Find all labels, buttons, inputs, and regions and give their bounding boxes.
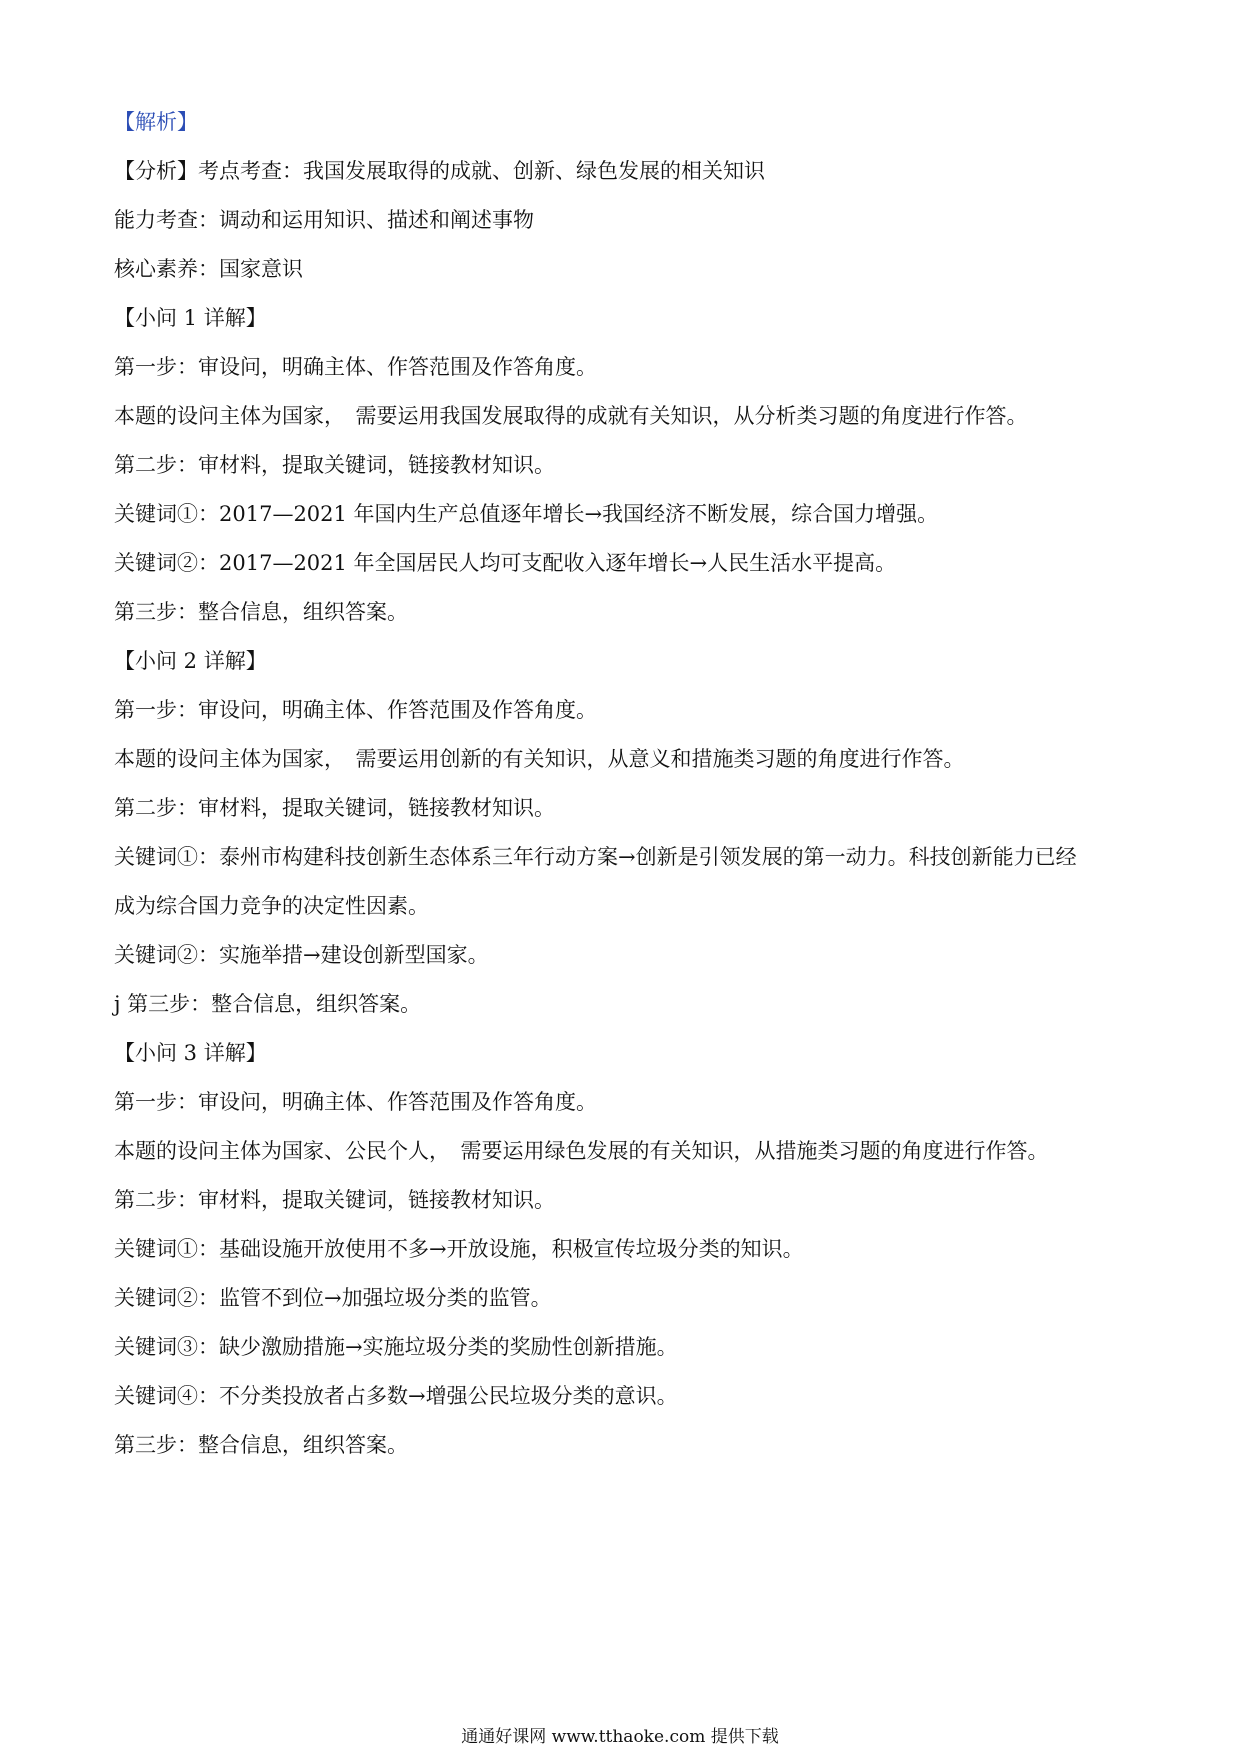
text-line: 第三步：整合信息，组织答案。 — [114, 1433, 408, 1457]
subquestion-heading: 【小问 1 详解】 — [114, 306, 267, 330]
text-line: 关键词③：缺少激励措施→实施垃圾分类的奖励性创新措施。 — [114, 1335, 678, 1359]
page-footer: 通通好课网 www.tthaoke.com 提供下载 — [461, 1727, 779, 1747]
text-line: 关键词①：2017—2021 年国内生产总值逐年增长→我国经济不断发展，综合国力增强。 — [114, 502, 939, 526]
text-line: 第一步：审设问，明确主体、作答范围及作答角度。 — [114, 1090, 597, 1114]
text-line: 关键词②：2017—2021 年全国居民人均可支配收入逐年增长→人民生活水平提高。 — [114, 551, 897, 575]
text-line: 第二步：审材料，提取关键词，链接教材知识。 — [114, 1188, 555, 1212]
text-line: 能力考查：调动和运用知识、描述和阐述事物 — [114, 208, 534, 232]
text-line: 核心素养：国家意识 — [114, 257, 303, 281]
text-line: 关键词②：监管不到位→加强垃圾分类的监管。 — [114, 1286, 552, 1310]
text-line: j 第三步：整合信息，组织答案。 — [114, 992, 422, 1016]
text-line: 关键词①：泰州市构建科技创新生态体系三年行动方案→创新是引领发展的第一动力。科技创新能力已经 — [114, 845, 1077, 869]
text-line: 关键词④：不分类投放者占多数→增强公民垃圾分类的意识。 — [114, 1384, 678, 1408]
document-body — [114, 98, 1134, 1470]
text-line: 成为综合国力竞争的决定性因素。 — [114, 894, 429, 918]
analysis-heading: 【解析】 — [114, 110, 198, 134]
text-line: 本题的设问主体为国家， 需要运用创新的有关知识，从意义和措施类习题的角度进行作答。 — [114, 747, 965, 771]
text-line: 关键词①：基础设施开放使用不多→开放设施，积极宣传垃圾分类的知识。 — [114, 1237, 804, 1261]
subquestion-heading: 【小问 3 详解】 — [114, 1041, 267, 1065]
subquestion-heading: 【小问 2 详解】 — [114, 649, 267, 673]
text-line: 本题的设问主体为国家， 需要运用我国发展取得的成就有关知识，从分析类习题的角度进行作答。 — [114, 404, 1028, 428]
text-line: 本题的设问主体为国家、公民个人， 需要运用绿色发展的有关知识，从措施类习题的角度进行作答。 — [114, 1139, 1049, 1163]
text-line: 第二步：审材料，提取关键词，链接教材知识。 — [114, 796, 555, 820]
text-line: 第三步：整合信息，组织答案。 — [114, 600, 408, 624]
text-line: 第一步：审设问，明确主体、作答范围及作答角度。 — [114, 698, 597, 722]
text-line: 第二步：审材料，提取关键词，链接教材知识。 — [114, 453, 555, 477]
text-line: 第一步：审设问，明确主体、作答范围及作答角度。 — [114, 355, 597, 379]
text-line: 关键词②：实施举措→建设创新型国家。 — [114, 943, 489, 967]
text-line: 【分析】考点考查：我国发展取得的成就、创新、绿色发展的相关知识 — [114, 159, 765, 183]
